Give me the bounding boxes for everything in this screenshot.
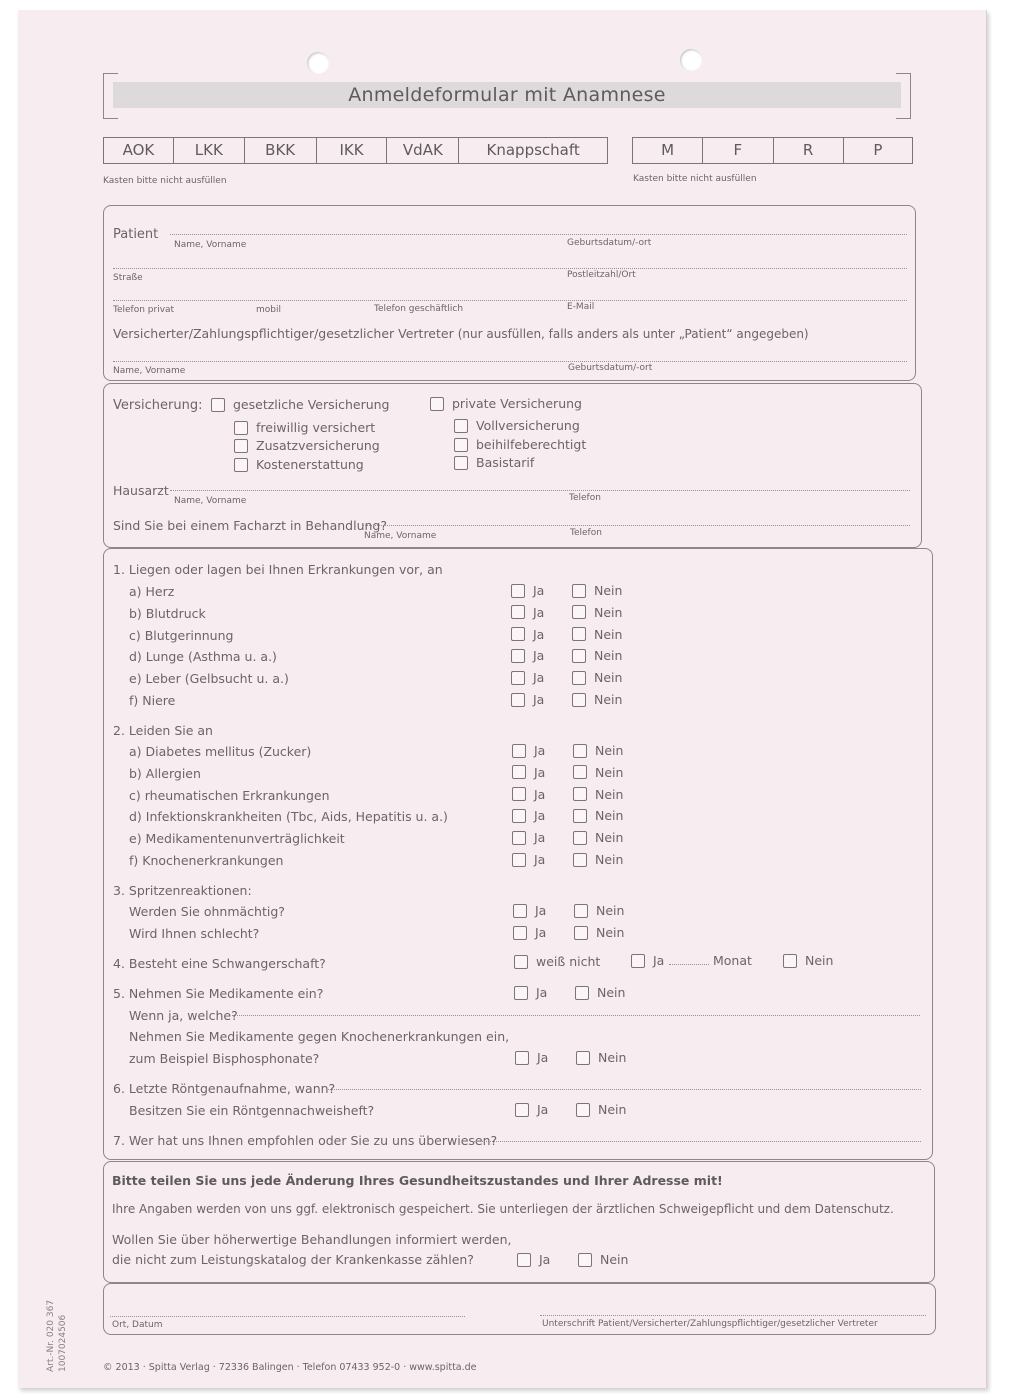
gp-label: Hausarzt: [113, 483, 169, 498]
no-checkbox[interactable]: [576, 1051, 590, 1065]
status-box: P: [873, 141, 883, 159]
private-sub-option[interactable]: [454, 418, 580, 434]
option-label: Ja: [533, 648, 545, 664]
month-line[interactable]: [669, 964, 709, 965]
option-label: Nein: [594, 626, 623, 642]
no-checkbox[interactable]: [572, 605, 586, 619]
option-label: Nein: [595, 764, 624, 780]
no-checkbox[interactable]: [573, 765, 587, 779]
gp-line[interactable]: [170, 490, 910, 491]
which-medication: Wenn ja, welche?: [129, 1008, 238, 1023]
yes-checkbox[interactable]: [511, 605, 525, 619]
unknown-checkbox[interactable]: [514, 955, 528, 969]
option-label: Nein: [600, 1252, 629, 1267]
publisher-footer: © 2013 · Spitta Verlag · 72336 Balingen · Telefon 07433 952-0 · www.spitta.de: [103, 1362, 477, 1373]
field-label: Geburtsdatum/-ort: [567, 238, 652, 248]
question-item: f) Niere: [129, 693, 176, 708]
yes-option[interactable]: [511, 583, 544, 599]
no-checkbox[interactable]: [572, 584, 586, 598]
option-label: Ja: [535, 925, 547, 940]
statutory-sub-option[interactable]: [234, 438, 380, 454]
option-label: Nein: [597, 985, 626, 1000]
question-7: 7. Wer hat uns Ihnen empfohlen oder Sie zu uns überwiesen?: [113, 1133, 498, 1148]
question-2: 2. Leiden Sie an: [113, 723, 213, 738]
yes-checkbox[interactable]: [513, 926, 527, 940]
yes-checkbox[interactable]: [511, 627, 525, 641]
pregnancy-yes-option[interactable]: [631, 953, 664, 969]
insured-heading: [113, 326, 809, 341]
no-option[interactable]: [574, 903, 624, 919]
no-checkbox[interactable]: [783, 954, 797, 968]
notice-bold: Bitte teilen Sie uns jede Änderung Ihres Gesundheitszustandes und Ihrer Adresse mit!: [112, 1173, 723, 1188]
yes-option[interactable]: [511, 605, 544, 621]
article-number: Art.-Nr. 020 367: [46, 1299, 56, 1372]
yes-option[interactable]: [512, 808, 545, 824]
no-checkbox[interactable]: [573, 809, 587, 823]
field-label: Postleitzahl/Ort: [567, 270, 636, 280]
no-option[interactable]: [572, 627, 622, 643]
medication-line[interactable]: [232, 1015, 920, 1016]
yes-checkbox[interactable]: [514, 986, 528, 1000]
patient-section: [103, 205, 916, 381]
yes-checkbox[interactable]: [512, 787, 526, 801]
question-item: c) rheumatischen Erkrankungen: [129, 787, 330, 803]
option-label: Ja: [534, 743, 546, 758]
no-checkbox[interactable]: [574, 904, 588, 918]
no-checkbox[interactable]: [578, 1253, 592, 1267]
yes-checkbox[interactable]: [511, 584, 525, 598]
yes-option[interactable]: [515, 1102, 548, 1118]
yes-checkbox[interactable]: [512, 809, 526, 823]
supplementary-checkbox[interactable]: [234, 439, 248, 453]
option-label: Nein: [594, 648, 623, 664]
statutory-checkbox[interactable]: [211, 398, 225, 412]
question-item: d) Infektionskrankheiten (Tbc, Aids, Hepatitis u. a.): [129, 809, 448, 825]
option-label: Nein: [598, 1102, 627, 1117]
option-label: Basistarif: [476, 455, 535, 470]
option-label: Nein: [595, 743, 624, 758]
private-checkbox[interactable]: [430, 397, 444, 411]
status-box: R: [774, 138, 844, 163]
box-note: Kasten bitte nicht ausfüllen: [103, 176, 227, 186]
xray-pass-question: Besitzen Sie ein Röntgennachweisheft?: [129, 1103, 375, 1118]
field-label: Name, Vorname: [364, 531, 437, 541]
yes-option[interactable]: [513, 903, 546, 919]
place-date-label: Ort, Datum: [112, 1320, 163, 1330]
statutory-option[interactable]: [211, 397, 390, 413]
option-label: Kostenerstattung: [256, 457, 364, 472]
xray-line[interactable]: [326, 1089, 921, 1090]
question-item: b) Blutdruck: [129, 605, 206, 621]
no-option[interactable]: [578, 1252, 628, 1268]
private-sub-option[interactable]: [454, 455, 534, 471]
option-label: Zusatzversicherung: [256, 438, 380, 453]
option-label: Vollversicherung: [476, 418, 580, 433]
insurance-label: Versicherung:: [113, 398, 203, 413]
serial-number: 1007024506: [58, 1314, 68, 1372]
option-label: Nein: [596, 925, 625, 940]
option-label: Ja: [537, 1050, 549, 1065]
field-label: Telefon privat: [113, 305, 175, 315]
patient-heading: Patient: [113, 227, 159, 242]
no-option[interactable]: [572, 605, 622, 621]
private-option[interactable]: [430, 396, 582, 412]
option-label: Ja: [535, 903, 547, 918]
option-label: Nein: [594, 583, 623, 598]
no-checkbox[interactable]: [573, 787, 587, 801]
no-option[interactable]: [573, 743, 623, 759]
no-option[interactable]: [576, 1102, 626, 1118]
insurer-box: IKK: [317, 138, 388, 163]
yes-option[interactable]: [512, 830, 545, 846]
option-label: Nein: [595, 808, 624, 824]
no-option[interactable]: [574, 925, 624, 941]
option-label: Nein: [595, 852, 624, 867]
option-label: Ja: [534, 764, 546, 780]
insurer-box: AOK: [104, 138, 174, 163]
option-label: Ja: [533, 692, 545, 707]
field-label: E-Mail: [567, 302, 595, 312]
no-checkbox[interactable]: [572, 649, 586, 663]
punch-hole-right: [680, 49, 702, 71]
no-option[interactable]: [575, 985, 625, 1001]
statutory-sub-option[interactable]: [234, 420, 375, 436]
phone-line[interactable]: [113, 300, 907, 301]
option-label: Ja: [653, 953, 665, 968]
option-label: Nein: [598, 1050, 627, 1065]
question-item: a) Herz: [129, 584, 175, 599]
question-item: a) Diabetes mellitus (Zucker): [129, 744, 312, 759]
yes-checkbox[interactable]: [512, 831, 526, 845]
specialist-question: Sind Sie bei einem Facharzt in Behandlung?: [113, 518, 387, 533]
option-label: gesetzliche Versicherung: [233, 397, 390, 412]
option-label: Ja: [534, 852, 546, 867]
option-label: Ja: [536, 985, 548, 1000]
insurer-box: Knappschaft: [486, 141, 580, 159]
yes-option[interactable]: [512, 787, 545, 803]
yes-option[interactable]: [511, 670, 544, 686]
option-label: Ja: [534, 830, 546, 846]
field-label: Telefon geschäftlich: [374, 304, 464, 314]
pregnancy-no-option[interactable]: [783, 953, 833, 969]
voluntary-checkbox[interactable]: [234, 421, 248, 435]
yes-checkbox[interactable]: [515, 1051, 529, 1065]
yes-checkbox[interactable]: [512, 853, 526, 867]
no-checkbox[interactable]: [576, 1103, 590, 1117]
yes-checkbox[interactable]: [512, 765, 526, 779]
insurer-boxes: [103, 137, 608, 164]
upsell-line1: Wollen Sie über höherwertige Behandlungen informiert werden,: [112, 1232, 512, 1247]
question-6: 6. Letzte Röntgenaufnahme, wann?: [113, 1081, 336, 1096]
yes-checkbox[interactable]: [511, 649, 525, 663]
yes-option[interactable]: [511, 627, 544, 643]
form-title: Anmeldeformular mit Anamnese: [113, 82, 901, 108]
no-option[interactable]: [576, 1050, 626, 1066]
question-4: 4. Besteht eine Schwangerschaft?: [113, 956, 326, 971]
yes-option[interactable]: [515, 1050, 548, 1066]
option-label: private Versicherung: [452, 396, 582, 411]
field-label: Telefon: [569, 493, 601, 503]
street-line[interactable]: [113, 268, 907, 269]
no-checkbox[interactable]: [572, 627, 586, 641]
yes-checkbox[interactable]: [511, 671, 525, 685]
question-item: e) Medikamentenunverträglichkeit: [129, 831, 345, 847]
option-label: Nein: [594, 604, 623, 620]
no-option[interactable]: [573, 765, 623, 781]
no-option[interactable]: [572, 648, 622, 664]
yes-option[interactable]: [512, 743, 545, 759]
yes-checkbox[interactable]: [631, 954, 645, 968]
insurer-box: BKK: [245, 138, 317, 163]
field-label: Name, Vorname: [174, 496, 247, 506]
option-label: Nein: [805, 953, 834, 968]
yes-checkbox[interactable]: [517, 1253, 531, 1267]
signature-line[interactable]: [540, 1315, 926, 1316]
month-label: Monat: [713, 953, 752, 968]
no-checkbox[interactable]: [573, 853, 587, 867]
option-label: Ja: [533, 604, 545, 620]
yes-option[interactable]: [511, 648, 544, 664]
no-option[interactable]: [573, 808, 623, 824]
status-box: M: [633, 138, 703, 163]
yes-option[interactable]: [511, 692, 544, 708]
insurer-box: VdAK: [387, 138, 459, 163]
yes-checkbox[interactable]: [515, 1103, 529, 1117]
option-label: Nein: [595, 830, 624, 846]
question-item: e) Leber (Gelbsucht u. a.): [129, 671, 289, 687]
insured-heading-text: Versicherter/Zahlungspflichtiger/gesetzlicher Vertreter: [113, 326, 454, 341]
no-option[interactable]: [572, 583, 622, 599]
question-item: Werden Sie ohnmächtig?: [129, 904, 285, 919]
no-checkbox[interactable]: [575, 986, 589, 1000]
question-item: c) Blutgerinnung: [129, 627, 234, 643]
insurer-box: LKK: [174, 138, 245, 163]
yes-option[interactable]: [512, 852, 545, 868]
place-date-line[interactable]: [110, 1316, 465, 1317]
bone-medication-line1: Nehmen Sie Medikamente gegen Knochenerkrankungen ein,: [129, 1029, 510, 1044]
field-label: Geburtsdatum/-ort: [568, 363, 653, 373]
option-label: Ja: [533, 583, 545, 598]
specialist-line[interactable]: [362, 525, 910, 526]
question-item: d) Lunge (Asthma u. a.): [129, 649, 277, 665]
box-note: Kasten bitte nicht ausfüllen: [633, 174, 757, 184]
reimbursement-checkbox[interactable]: [234, 458, 248, 472]
signature-label: Unterschrift Patient/Versicherter/Zahlungspflichtiger/gesetzlicher Vertreter: [542, 1319, 878, 1329]
upsell-line2: die nicht zum Leistungskatalog der Krankenkasse zählen?: [112, 1252, 474, 1267]
status-box: F: [703, 138, 773, 163]
no-checkbox[interactable]: [573, 831, 587, 845]
option-label: Nein: [596, 903, 625, 918]
option-label: Ja: [534, 786, 546, 802]
status-boxes: [632, 137, 913, 164]
option-label: Ja: [533, 670, 545, 686]
option-label: Nein: [595, 786, 624, 802]
option-label: Ja: [534, 808, 546, 824]
yes-checkbox[interactable]: [511, 693, 525, 707]
insured-name-line[interactable]: [113, 361, 907, 362]
pregnancy-unknown-option[interactable]: [514, 954, 600, 970]
no-option[interactable]: [573, 830, 623, 846]
no-checkbox[interactable]: [572, 693, 586, 707]
question-item: f) Knochenerkrankungen: [129, 853, 284, 868]
yes-option[interactable]: [512, 765, 545, 781]
field-label: mobil: [256, 305, 281, 315]
referral-line[interactable]: [474, 1141, 921, 1142]
allowance-checkbox[interactable]: [454, 438, 468, 452]
no-option[interactable]: [573, 787, 623, 803]
question-5: 5. Nehmen Sie Medikamente ein?: [113, 986, 324, 1001]
no-checkbox[interactable]: [573, 744, 587, 758]
no-option[interactable]: [572, 670, 622, 686]
yes-checkbox[interactable]: [512, 744, 526, 758]
option-label: Ja: [539, 1252, 551, 1267]
option-label: Ja: [537, 1102, 549, 1117]
field-label: Name, Vorname: [174, 240, 247, 250]
question-3: 3. Spritzenreaktionen:: [113, 883, 252, 898]
no-checkbox[interactable]: [574, 926, 588, 940]
bone-medication-line2: zum Beispiel Bisphosphonate?: [129, 1051, 320, 1066]
field-label: Straße: [113, 273, 143, 283]
question-item: b) Allergien: [129, 765, 201, 781]
no-option[interactable]: [573, 852, 623, 868]
option-label: weiß nicht: [536, 954, 601, 969]
question-1: 1. Liegen oder lagen bei Ihnen Erkrankungen vor, an: [113, 562, 443, 577]
no-checkbox[interactable]: [572, 671, 586, 685]
privacy-text: Ihre Angaben werden von uns ggf. elektronisch gespeichert. Sie unterliegen der ärztlichen Schweigepflicht und dem Datenschutz.: [112, 1202, 894, 1216]
no-option[interactable]: [572, 692, 622, 708]
option-label: Nein: [594, 692, 623, 707]
punch-hole-left: [307, 52, 329, 74]
full-insurance-checkbox[interactable]: [454, 419, 468, 433]
option-label: Nein: [594, 670, 623, 686]
yes-checkbox[interactable]: [513, 904, 527, 918]
yes-option[interactable]: [513, 925, 546, 941]
option-label: freiwillig versichert: [256, 420, 376, 435]
insured-note: (nur ausfüllen, falls anders als unter „Patient“ angegeben): [457, 327, 809, 341]
statutory-sub-option[interactable]: [234, 457, 364, 473]
yes-option[interactable]: [514, 985, 547, 1001]
question-item: Wird Ihnen schlecht?: [129, 926, 260, 941]
private-sub-option[interactable]: [454, 437, 586, 453]
base-tariff-checkbox[interactable]: [454, 456, 468, 470]
option-label: beihilfeberechtigt: [476, 437, 587, 452]
field-label: Name, Vorname: [113, 366, 186, 376]
yes-option[interactable]: [517, 1252, 550, 1268]
option-label: Ja: [533, 626, 545, 642]
field-label: Telefon: [570, 528, 602, 538]
patient-name-line[interactable]: [170, 234, 907, 235]
